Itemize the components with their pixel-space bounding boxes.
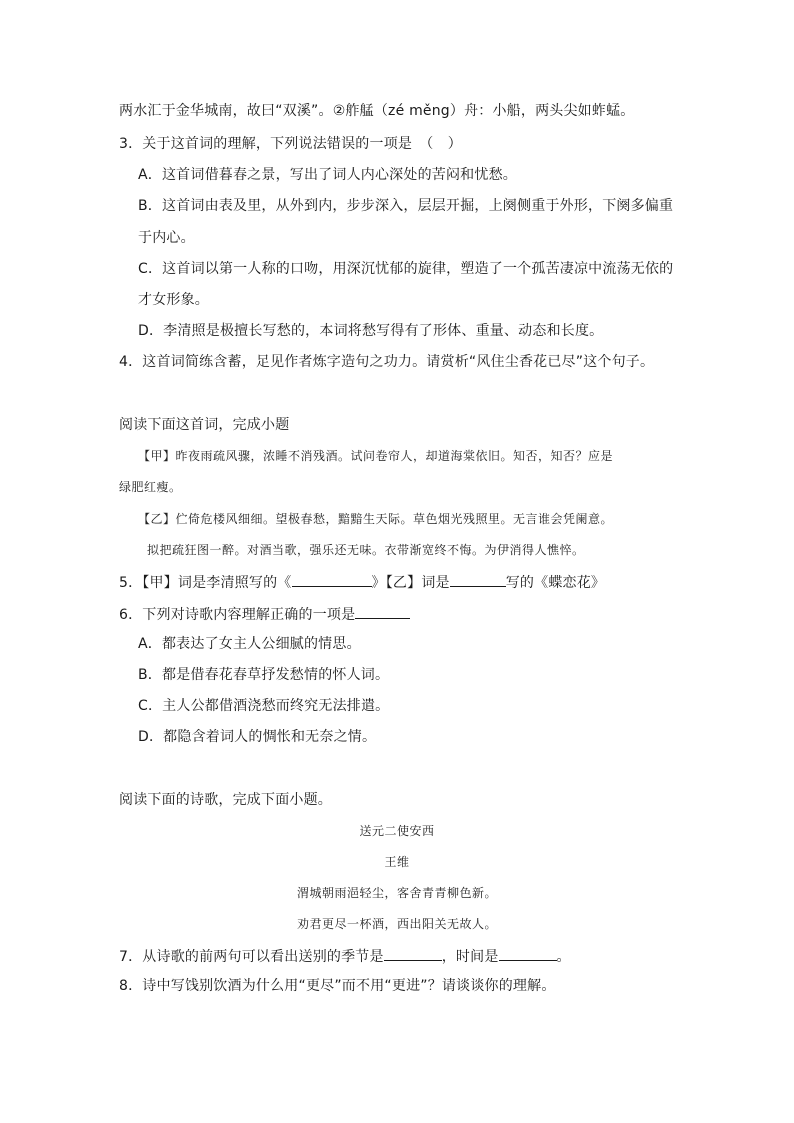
answer-blank-q6[interactable] xyxy=(355,604,410,619)
question-7-part-2: ，时间是 xyxy=(441,949,499,965)
footnote-continuation: 两水汇于金华城南，故曰“双溪”。②舴艋（zé měng）舟：小船，两头尖如蚱蜢。 xyxy=(119,103,635,119)
question-7 xyxy=(119,946,571,966)
poem-title: 送元二使安西 xyxy=(359,824,435,838)
answer-blank-q5-title[interactable] xyxy=(292,572,372,587)
question-6-option-d: D．都隐含着词人的惆怅和无奈之情。 xyxy=(138,729,377,745)
question-6-option-b: B．都是借春花春草抒发愁情的怀人词。 xyxy=(138,667,390,683)
question-5 xyxy=(119,572,605,592)
question-6 xyxy=(119,604,410,624)
answer-blank-q7-season[interactable] xyxy=(384,946,442,961)
poem-line-1: 渭城朝雨浥轻尘，客舍青青柳色新。 xyxy=(296,886,497,900)
question-3-option-c: C．这首词以第一人称的口吻，用深沉忧郁的旋律，塑造了一个孤苦凄凉中流荡无依的 xyxy=(138,261,674,277)
answer-blank-q5-author[interactable] xyxy=(450,572,506,587)
poem-jia-line-2: 绿肥红瘦。 xyxy=(119,480,182,494)
question-3-option-b-cont: 于内心。 xyxy=(138,230,195,246)
question-7-part-3: 。 xyxy=(556,949,571,965)
section-3-intro: 阅读下面的诗歌，完成下面小题。 xyxy=(119,792,332,808)
question-6-stem: 6．下列对诗歌内容理解正确的一项是 xyxy=(119,607,356,623)
poem-yi-line-1: 【乙】伫倚危楼风细细。望极春愁，黯黯生天际。草色烟光残照里。无言谁会凭阑意。 xyxy=(138,512,614,526)
question-8: 8．诗中写饯别饮酒为什么用“更尽”而不用“更进”？请谈谈你的理解。 xyxy=(119,978,556,994)
question-3-option-a: A．这首词借暮春之景，写出了词人内心深处的苦闷和忧愁。 xyxy=(138,167,517,183)
poem-author: 王维 xyxy=(384,855,410,869)
question-6-option-c: C．主人公都借酒浇愁而终究无法排遣。 xyxy=(138,698,390,714)
poem-yi-line-2: 拟把疏狂图一醉。对酒当歌，强乐还无味。衣带渐宽终不悔。为伊消得人憔悴。 xyxy=(147,543,585,557)
question-5-part-2: 》【乙】词是 xyxy=(371,575,450,591)
question-4: 4．这首词简练含蓄，足见作者炼字造句之功力。请赏析“风住尘香花已尽”这个句子。 xyxy=(119,354,655,370)
poem-line-2: 劝君更尽一杯酒，西出阳关无故人。 xyxy=(296,917,497,931)
question-3-option-d: D．李清照是极擅长写愁的，本词将愁写得有了形体、重量、动态和长度。 xyxy=(138,323,604,339)
question-7-part-1: 7．从诗歌的前两句可以看出送别的季节是 xyxy=(119,949,384,965)
section-2-intro: 阅读下面这首词，完成小题 xyxy=(119,417,290,433)
question-3-option-b: B．这首词由表及里，从外到内，步步深入，层层开掘，上阕侧重于外形，下阕多偏重 xyxy=(138,198,674,214)
question-6-option-a: A．都表达了女主人公细腻的情思。 xyxy=(138,636,361,652)
poem-jia-line-1: 【甲】昨夜雨疏风骤，浓睡不消残酒。试问卷帘人，却道海棠依旧。知否，知否？应是 xyxy=(138,449,614,463)
question-5-part-1: 5．【甲】词是李清照写的《 xyxy=(119,575,292,591)
question-5-part-3: 写的《蝶恋花》 xyxy=(505,575,606,591)
answer-blank-q7-time[interactable] xyxy=(499,946,557,961)
question-3-option-c-cont: 才女形象。 xyxy=(138,292,209,308)
question-3-stem: 3．关于这首词的理解，下列说法错误的一项是 （ ） xyxy=(119,136,462,152)
